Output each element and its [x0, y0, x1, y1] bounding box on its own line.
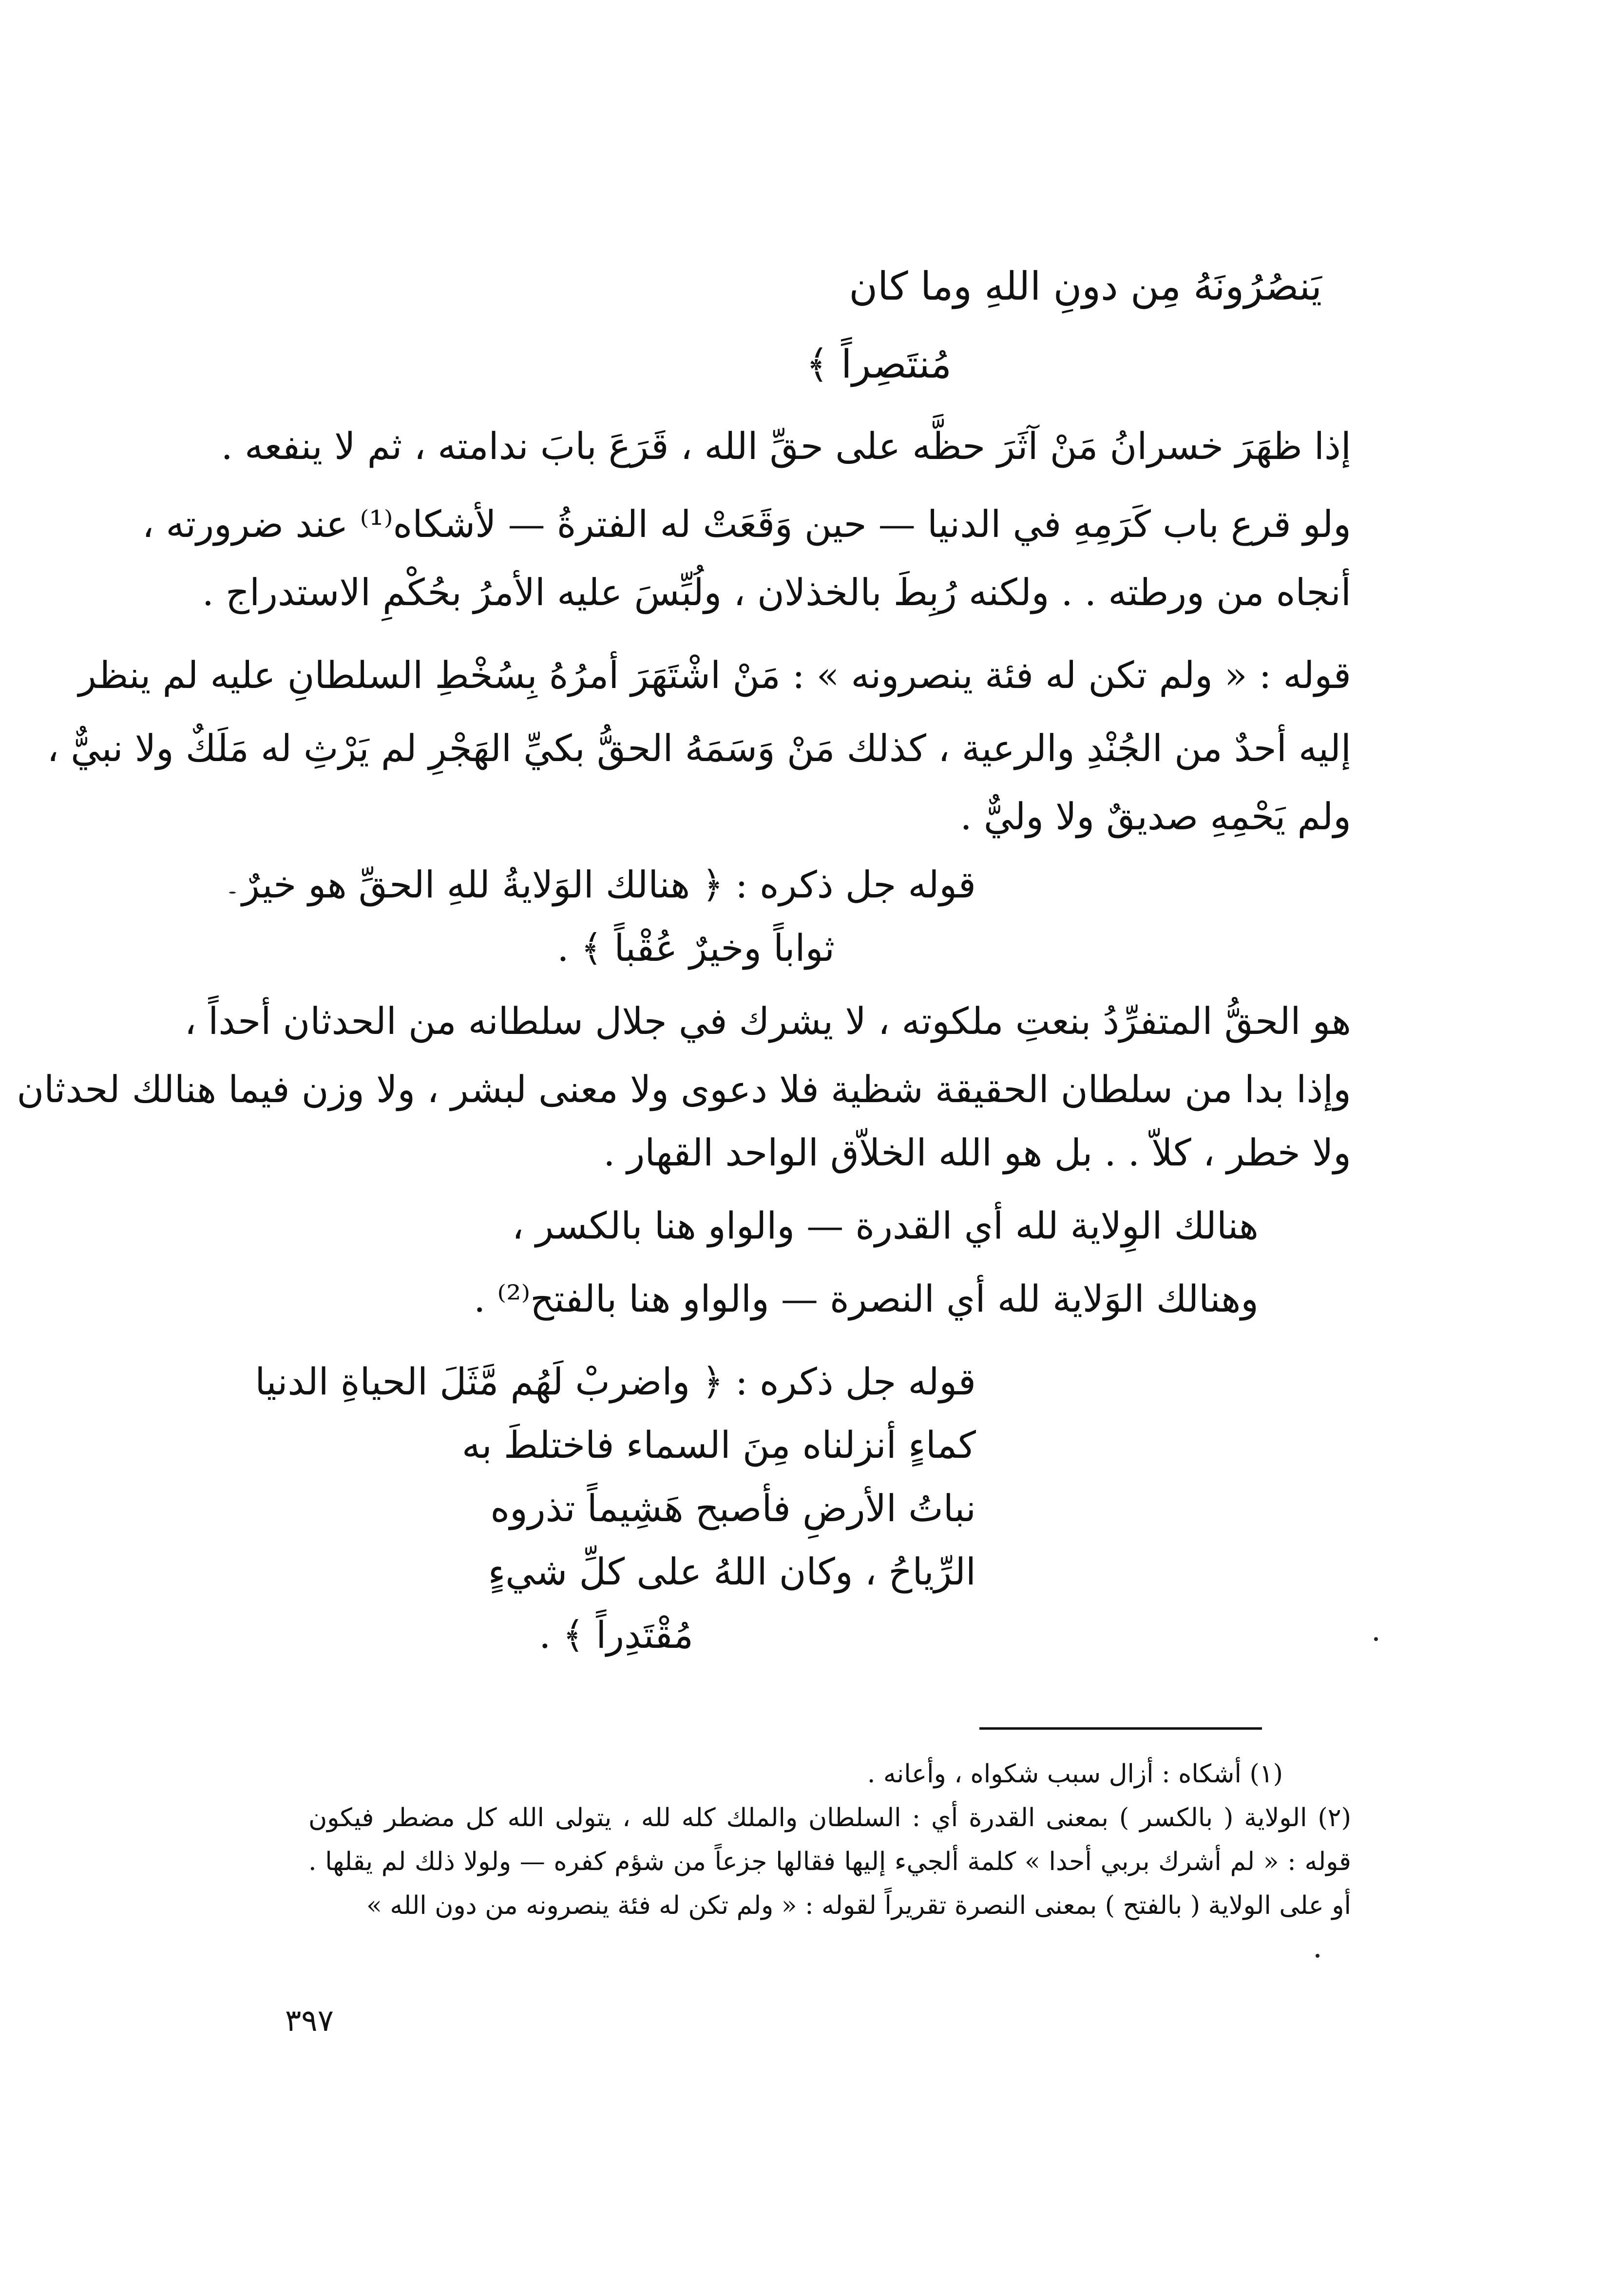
wilaya-line-2: وهنالك الوَلاية لله أي النصرة — والواو هنا بالفتح⁽²⁾ .: [474, 1277, 1259, 1320]
verse-line-1: يَنصُرُونَهُ مِن دونِ اللهِ وما كان: [849, 264, 1322, 309]
verse-2-line-2: ثواباً وخيرٌ عُقْباً ﴾ .: [557, 926, 835, 970]
footnote-divider: [979, 1727, 1262, 1730]
scan-speck: [1316, 1954, 1319, 1958]
paragraph-1-line-1: إذا ظهَرَ خسرانُ مَنْ آثَرَ حظَّه على حقِّ الله ، قَرَعَ بابَ ندامته ، ثم لا ينفعه .: [221, 424, 1351, 468]
paragraph-2-line-1: ولو قرع باب كَرَمِهِ في الدنيا — حين وَقَعَتْ له الفترةُ — لأشكاه⁽¹⁾ عند ضرورته ،: [142, 502, 1351, 546]
paragraph-2-line-2: أنجاه من ورطته . . ولكنه رُبِطَ بالخذلان ، ولُبِّسَ عليه الأمرُ بحُكْمِ الاستدراج .: [202, 571, 1351, 614]
footnote-2-line-2: قوله : « لم أشرك بربي أحدا » كلمة ألجيء إليها فقالها جزعاً من شؤم كفره — ولولا ذلك لم يقلها .: [308, 1847, 1351, 1876]
paragraph-3-line-1: قوله : « ولم تكن له فئة ينصرونه » : مَنْ اشْتَهَرَ أمرُهُ بِسُخْطِ السلطانِ عليه لم ينظر: [78, 653, 1351, 697]
verse-3-line-4: الرِّياحُ ، وكان اللهُ على كلِّ شيءٍ: [488, 1550, 976, 1593]
paragraph-3-line-2: إليه أحدٌ من الجُنْدِ والرعية ، كذلك مَنْ وَسَمَهُ الحقُّ بكيِّ الهَجْرِ لم يَرْثِ له مَلَكٌ ولا نبيٌّ ،: [47, 726, 1351, 770]
footnote-2-line-3: أو على الولاية ( بالفتح ) بمعنى النصرة تقريراً لقوله : « ولم تكن له فئة ينصرونه من دون الله »: [366, 1891, 1351, 1920]
verse-3-line-1: قوله جل ذكره : ﴿ واضربْ لَهُم مَّثَلَ الحياةِ الدنيا: [255, 1360, 976, 1403]
wilaya-line-1: هنالك الوِلاية لله أي القدرة — والواو هنا بالكسر ،: [512, 1204, 1259, 1247]
verse-2-line-1: قوله جل ذكره : ﴿ هنالك الوَلايةُ للهِ الحقِّ هو خيرٌ: [242, 863, 976, 906]
verse-3-line-2: كماءٍ أنزلناه مِنَ السماء فاختلطَ به: [461, 1423, 976, 1467]
paragraph-4-line-2: وإذا بدا من سلطان الحقيقة شظية فلا دعوى ولا معنى لبشر ، ولا وزن فيما هنالك لحدثان: [17, 1068, 1351, 1111]
scan-speck: [229, 892, 236, 894]
verse-3-line-5: مُقْتَدِراً ﴾ .: [539, 1613, 693, 1657]
page-number: ٣٩٧: [285, 2003, 334, 2038]
paragraph-3-line-3: ولم يَحْمِهِ صديقٌ ولا وليٌّ .: [960, 795, 1351, 838]
verse-3-line-3: نباتُ الأرضِ فأصبح هَشِيماً تذروه: [490, 1487, 976, 1530]
scan-speck: [1374, 1637, 1378, 1641]
footnote-1: (١) أشكاه : أزال سبب شكواه ، وأعانه .: [867, 1759, 1283, 1789]
verse-line-2: مُنتَصِراً ﴾: [805, 342, 952, 387]
paragraph-4-line-3: ولا خطر ، كلاّ . . بل هو الله الخلاّق الواحد القهار .: [603, 1131, 1351, 1174]
paragraph-4-line-1: هو الحقُّ المتفرِّدُ بنعتِ ملكوته ، لا يشرك في جلال سلطانه من الحدثان أحداً ،: [184, 999, 1351, 1043]
footnote-2-line-1: (٢) الولاية ( بالكسر ) بمعنى القدرة أي : السلطان والملك كله لله ، يتولى الله كل مضطر فيكون: [308, 1803, 1351, 1833]
